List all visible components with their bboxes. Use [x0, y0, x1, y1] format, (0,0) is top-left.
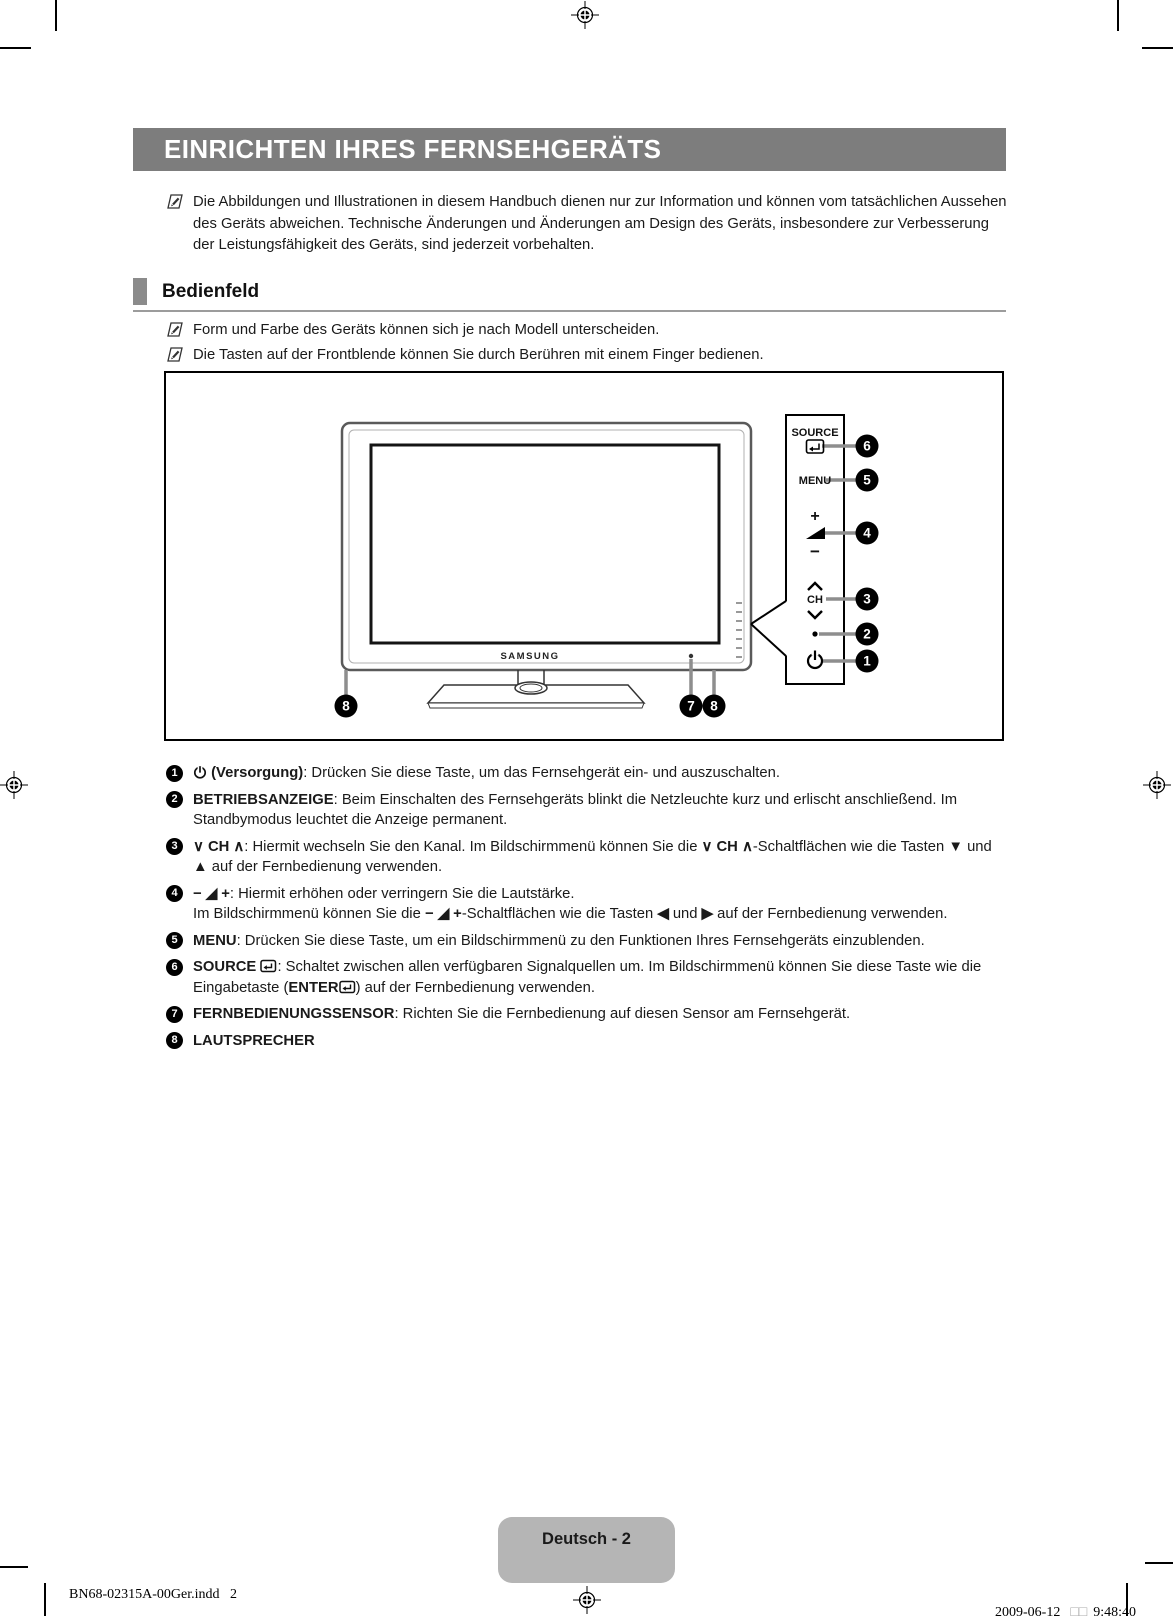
item-text: -Schaltflächen wie die Tasten: [752, 838, 949, 855]
item-text: -Schaltflächen wie die Tasten: [461, 906, 658, 922]
button-description-list: [166, 763, 1010, 1057]
down-arrow-symbol: ▼: [948, 838, 963, 855]
crop-mark: [1142, 47, 1173, 49]
svg-text:8: 8: [342, 698, 350, 714]
list-item: [166, 884, 1010, 925]
svg-text:3: 3: [863, 591, 871, 607]
right-arrow-symbol: ▶: [701, 906, 714, 922]
note-pencil-icon: [167, 347, 183, 363]
item-text: : Drücken Sie diese Taste, um das Fernsehgerät ein- und auszuschalten.: [303, 765, 780, 781]
intro-note-text: Die Abbildungen und Illustrationen in diesem Handbuch dienen nur zur Information und können vom tatsächlichen Aussehen des Geräts abweichen. Technische Änderungen und Änderungen am Design des Geräts, insbesondere zur Verbesserung der Leistungsfähigkeit des Geräts, sind jederzeit vorbehalten.: [193, 194, 1007, 253]
list-item: [166, 837, 1010, 878]
print-time: 9:48:40: [1093, 1605, 1137, 1616]
power-icon: [193, 764, 207, 779]
section-notes: [167, 320, 1009, 370]
item-label: BETRIEBSANZEIGE: [193, 791, 334, 808]
registration-mark-icon: [1143, 771, 1171, 799]
svg-text:7: 7: [687, 698, 695, 714]
note-row: [167, 345, 1009, 365]
item-label: − ◢ +: [193, 885, 230, 902]
tv-screen: [371, 445, 719, 643]
callout-number: 7: [166, 1006, 183, 1023]
item-label: ENTER: [288, 979, 339, 996]
callout-number: 8: [166, 1032, 183, 1049]
item-label: ∨ CH ∧: [193, 838, 245, 855]
menu-button-label: MENU: [798, 475, 832, 487]
list-item: [166, 957, 1010, 998]
crop-mark: [1117, 0, 1119, 31]
list-item: [166, 931, 1010, 952]
svg-text:5: 5: [863, 472, 871, 488]
item-label: FERNBEDIENUNGSSENSOR: [193, 1006, 395, 1022]
tv-stand: [428, 670, 644, 708]
item-text: auf der Fernbedienung verwenden.: [713, 906, 948, 922]
callout-number: 5: [166, 932, 183, 949]
crop-mark: [55, 0, 57, 31]
list-item: [166, 1004, 1010, 1025]
item-text: : Hiermit wechseln Sie den Kanal. Im Bildschirmmenü können Sie die: [244, 838, 702, 855]
power-indicator-icon: [812, 631, 817, 636]
list-item: [166, 763, 1010, 784]
section-title: Bedienfeld: [162, 280, 260, 302]
svg-text:4: 4: [863, 525, 871, 541]
callout-number: 6: [166, 959, 183, 976]
item-label: (Versorgung): [211, 765, 304, 781]
item-text: : Schaltet zwischen allen verfügbaren Signalquellen um. Im Bildschirmmenü können Sie diese Taste wie die Eingabetaste (: [193, 959, 982, 996]
item-label: SOURCE: [193, 959, 257, 975]
callout-number: 2: [166, 791, 183, 808]
crop-mark: [0, 1566, 28, 1568]
item-label: MENU: [193, 932, 237, 949]
registration-mark-icon: [573, 1586, 601, 1614]
section-marker: [133, 278, 147, 305]
enter-icon: [260, 959, 277, 973]
print-filename: BN68-02315A-00Ger.indd 2: [69, 1587, 237, 1602]
note-pencil-icon: [167, 322, 183, 338]
item-text: ) auf der Fernbedienung verwenden.: [355, 979, 595, 996]
note-pencil-icon: [167, 194, 183, 210]
svg-text:1: 1: [863, 653, 871, 669]
item-text: : Hiermit erhöhen oder verringern Sie die Lautstärke.: [229, 885, 575, 902]
enter-icon: [339, 980, 356, 994]
source-button-label: SOURCE: [791, 427, 839, 439]
channel-button-label: CH: [807, 594, 823, 606]
svg-text:2: 2: [863, 626, 871, 642]
callout-number: 4: [166, 885, 183, 902]
svg-text:6: 6: [863, 438, 871, 454]
item-label: LAUTSPRECHER: [193, 1032, 315, 1049]
item-text: Im Bildschirmmenü können Sie die: [193, 906, 425, 922]
item-text: : Drücken Sie diese Taste, um ein Bildschirmmenü zu den Funktionen Ihres Fernsehgeräts einzublenden.: [236, 932, 925, 949]
volume-plus-label: +: [810, 508, 820, 525]
brand-logo: SAMSUNG: [500, 651, 560, 662]
intro-note: [167, 192, 1009, 257]
callout-badges-right: [856, 435, 879, 673]
volume-minus-label: −: [810, 542, 820, 561]
chapter-title: EINRICHTEN IHRES FERNSEHGERÄTS: [164, 134, 662, 164]
chapter-title-bar: [133, 128, 1006, 171]
front-panel-figure: [164, 371, 1004, 741]
page-number-label: Deutsch - 2: [542, 1530, 631, 1548]
note-text: Die Tasten auf der Frontblende können Sie durch Berühren mit einem Finger bedienen.: [193, 347, 764, 363]
print-date: 2009-06-12: [995, 1605, 1061, 1616]
print-timestamp: [981, 1589, 1136, 1616]
note-text: Form und Farbe des Geräts können sich je nach Modell unterscheiden.: [193, 322, 660, 338]
item-text: und: [668, 906, 702, 922]
item-text: auf der Fernbedienung verwenden.: [207, 859, 443, 875]
page-number-badge: [498, 1517, 675, 1583]
section-heading: [133, 278, 1006, 312]
item-text: : Richten Sie die Fernbedienung auf diesen Sensor am Fernsehgerät.: [394, 1006, 851, 1022]
item-text: und: [962, 838, 992, 855]
tv-illustration: [166, 373, 1002, 739]
list-item: [166, 790, 1010, 831]
note-row: [167, 320, 1009, 340]
crop-mark: [0, 47, 31, 49]
item-text: : Beim Einschalten des Fernsehgeräts blinkt die Netzleuchte kurz und erlischt anschließend. Im Standbymodus leuchtet die Anzeige permanent.: [193, 791, 958, 828]
missing-glyph-boxes: □□: [1070, 1605, 1088, 1616]
registration-mark-icon: [571, 1, 599, 29]
item-symbol: ∨ CH ∧: [701, 838, 753, 855]
crop-mark: [1145, 1562, 1173, 1564]
crop-mark: [44, 1583, 46, 1616]
registration-mark-icon: [0, 771, 28, 799]
remote-sensor-icon: [689, 654, 693, 658]
svg-text:8: 8: [710, 698, 718, 714]
list-item: [166, 1031, 1010, 1052]
callout-number: 3: [166, 838, 183, 855]
left-arrow-symbol: ◀: [657, 906, 669, 922]
callout-number: 1: [166, 765, 183, 782]
item-symbol: − ◢ +: [424, 906, 462, 922]
up-arrow-symbol: ▲: [193, 859, 208, 875]
